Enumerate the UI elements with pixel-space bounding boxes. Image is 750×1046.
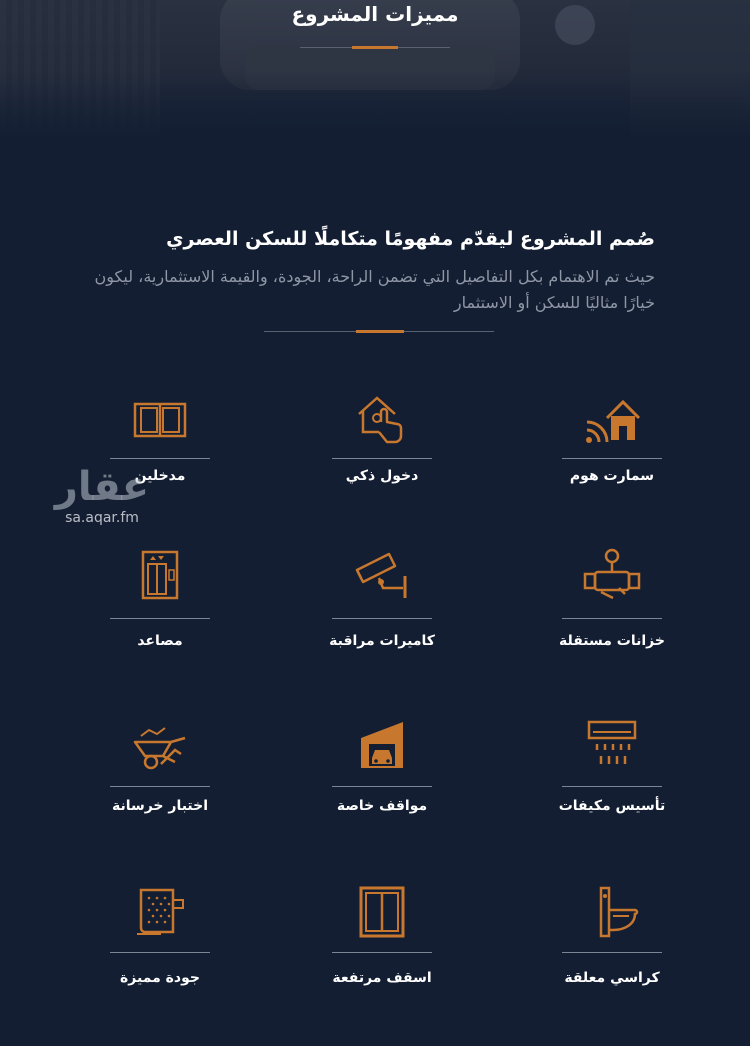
feature-label: كراسي معلقة <box>564 970 660 986</box>
feature-label: سمارت هوم <box>569 468 655 484</box>
aqar-watermark <box>42 462 162 532</box>
feature-divider <box>110 786 210 787</box>
feature-divider <box>562 458 662 459</box>
watermark-url: sa.aqar.fm <box>65 510 139 526</box>
feature-separate-tanks <box>559 548 665 658</box>
garage-car-icon <box>353 720 411 772</box>
feature-suspended-toilets <box>562 886 662 996</box>
feature-divider <box>562 786 662 787</box>
title-divider <box>300 47 450 48</box>
intro-heading: صُمم المشروع ليقدّم مفهومًا متكاملًا للسكن العصري <box>166 228 655 250</box>
hero-fade <box>0 70 750 140</box>
watermark-logo: عقار <box>54 464 150 510</box>
feature-label: خزانات مستقلة <box>559 633 665 649</box>
feature-label: كاميرات مراقبة <box>329 633 435 649</box>
feature-premium-quality <box>110 886 210 996</box>
feature-label: مواقف خاصة <box>336 798 428 814</box>
wallpaper-roll-icon <box>131 886 189 938</box>
feature-label: تأسيس مكيفات <box>558 798 666 814</box>
gauge-pipe-icon <box>583 548 641 600</box>
feature-divider <box>332 952 432 953</box>
feature-divider <box>332 458 432 459</box>
feature-label: اختبار خرسانة <box>111 798 209 814</box>
feature-smart-entry <box>332 392 432 502</box>
feature-divider <box>562 952 662 953</box>
feature-divider <box>562 618 662 619</box>
wall-toilet-icon <box>583 886 641 938</box>
feature-divider <box>110 952 210 953</box>
window-frame-icon <box>353 886 411 938</box>
feature-high-ceilings <box>332 886 432 996</box>
title-divider-accent <box>352 46 398 49</box>
feature-elevators <box>110 548 210 658</box>
ac-unit-icon <box>583 720 641 772</box>
security-camera-icon <box>353 548 411 600</box>
feature-private-parking <box>332 720 432 830</box>
feature-cameras <box>329 548 435 658</box>
feature-label: مصاعد <box>137 633 183 649</box>
wheelbarrow-icon <box>131 720 189 772</box>
feature-ac-ready <box>558 720 666 830</box>
double-door-icon <box>131 392 189 444</box>
feature-label: جودة مميزة <box>120 970 200 986</box>
feature-label: اسقف مرتفعة <box>332 970 432 986</box>
feature-concrete-test <box>110 720 210 830</box>
feature-divider <box>332 618 432 619</box>
smart-home-icon <box>583 392 641 444</box>
intro-body: حيث تم الاهتمام بكل التفاصيل التي تضمن الراحة، الجودة، والقيمة الاستثمارية، ليكون خيارًا مثاليًا للسكن أو الاستثمار <box>94 267 655 312</box>
feature-divider <box>110 618 210 619</box>
smart-entry-icon <box>353 392 411 444</box>
elevator-icon <box>131 548 189 600</box>
feature-label: دخول ذكي <box>345 468 419 484</box>
intro-divider-accent <box>356 330 404 333</box>
intro-divider <box>264 331 494 332</box>
feature-smart-home <box>562 392 662 502</box>
feature-divider <box>332 786 432 787</box>
feature-label: مدخلين <box>134 468 186 484</box>
feature-divider <box>110 458 210 459</box>
page-title: مميزات المشروع <box>291 2 459 26</box>
